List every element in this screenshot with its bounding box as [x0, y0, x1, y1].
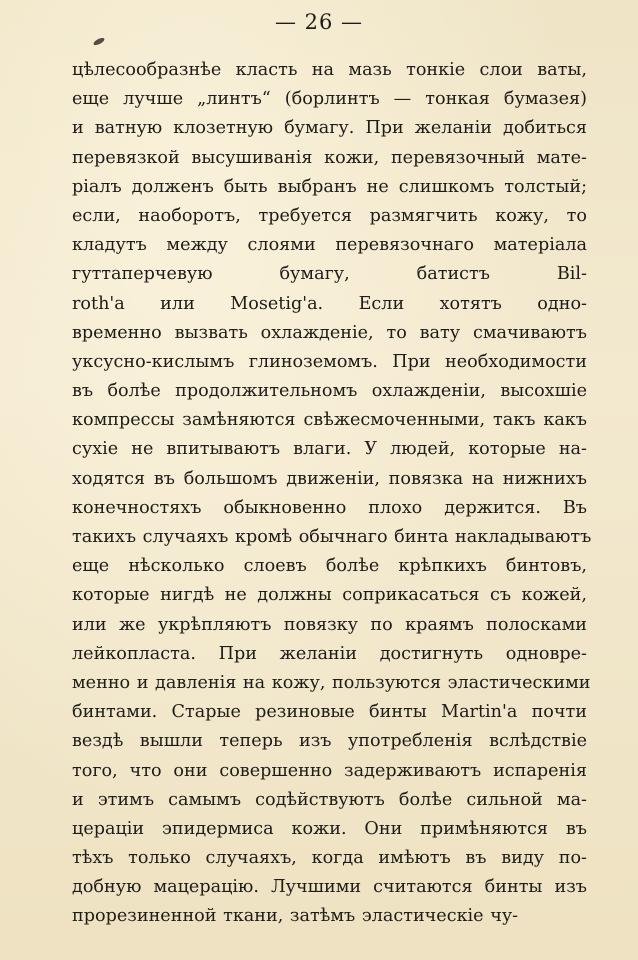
text-line: конечностяхъ обыкновенно плохо держится. Въ: [72, 497, 587, 518]
text-line: которые нигдѣ не должны соприкасаться съ кожей,: [72, 585, 587, 606]
text-line: компрессы замѣняются свѣжесмоченными, такъ какъ: [72, 410, 587, 431]
text-line: лейкопластa. При желанiи достигнуть одновре-: [72, 643, 587, 664]
text-line: и этимъ самымъ содѣйствуютъ болѣе сильной ма-: [72, 789, 587, 810]
text-line: тѣхъ только случаяхъ, когда имѣютъ въ виду по-: [72, 848, 587, 869]
text-line: бинтами. Старые резиновые бинты Martin'а почти: [72, 702, 587, 723]
text-line: или же укрѣпляютъ повязку по краямъ полосками: [72, 614, 587, 635]
text-line: roth'а или Mosetig'а. Если хотятъ одно-: [72, 293, 587, 314]
text-line: кладутъ между слоями перевязочнаго матерiала: [72, 235, 587, 256]
text-line: рiалъ долженъ быть выбранъ не слишкомъ толстый;: [72, 176, 587, 197]
text-line: того, что они совершенно задерживаютъ испаренiя: [72, 760, 587, 781]
text-line: если, наоборотъ, требуется размягчить кожу, то: [72, 205, 587, 226]
text-line: еще лучше „линтъ“ (борлинтъ — тонкая бумазея): [72, 89, 587, 110]
page-number: — 26 —: [274, 10, 364, 34]
ink-blot-mark: [93, 36, 106, 46]
text-line: уксусно-кислымъ глиноземомъ. При необходимости: [72, 351, 587, 372]
text-line: ходятся въ большомъ движенiи, повязка на нижнихъ: [72, 468, 587, 489]
text-line: временно вызвать охлажденiе, то вату смачиваютъ: [72, 322, 587, 343]
text-line: еще нѣсколько слоевъ болѣе крѣпкихъ бинтовъ,: [72, 556, 587, 577]
text-line: вездѣ вышли теперь изъ употребленiя вслѣдствiе: [72, 731, 587, 752]
text-line: и ватную клозетную бумагу. При желанiи добиться: [72, 118, 587, 139]
body-text: [72, 56, 592, 932]
text-line: въ болѣе продолжительномъ охлажденiи, высохшiе: [72, 381, 587, 402]
text-line: цераціи эпидермиса кожи. Они примѣняются въ: [72, 818, 587, 839]
text-line: гуттаперчевую бумагу, батистъ Bil-: [72, 264, 587, 285]
text-line: добную мацерацiю. Лучшими считаются бинты изъ: [72, 877, 587, 898]
text-line: прорезиненной ткани, затѣмъ эластическiе чу-: [72, 906, 519, 927]
text-line: менно и давленiя на кожу, пользуются эластическими: [72, 672, 591, 693]
text-line: цѣлесообразнѣе класть на мазь тонкiе слои ваты,: [72, 60, 587, 80]
text-line: перевязкой высушиванiя кожи, перевязочный мате-: [72, 147, 587, 168]
text-line: сухiе не впитываютъ влаги. У людей, которые на-: [72, 439, 587, 460]
text-line: такихъ случаяхъ кромѣ обычнаго бинта накладываютъ: [72, 527, 592, 547]
